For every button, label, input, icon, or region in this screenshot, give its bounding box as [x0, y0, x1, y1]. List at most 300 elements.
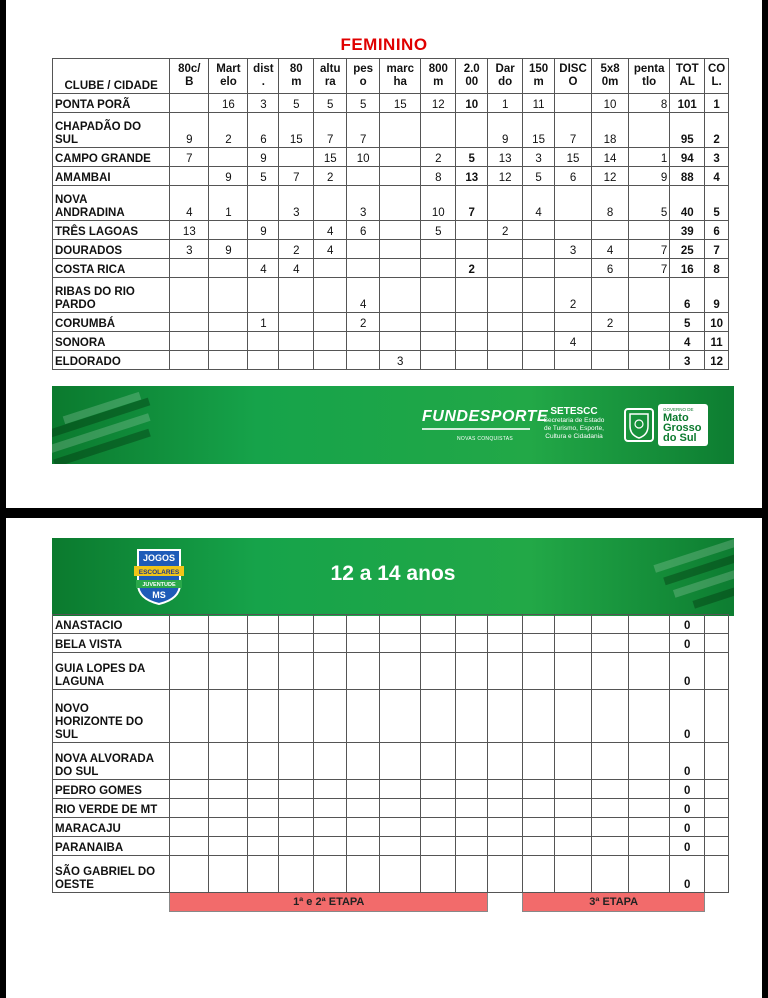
score-cell: 7: [347, 113, 380, 148]
score-cell: [421, 113, 456, 148]
score-cell: [279, 856, 314, 893]
results-page-12-14: [6, 518, 762, 998]
rank-cell: 11: [705, 332, 729, 351]
header-line: o: [359, 76, 367, 88]
score-cell: 2: [314, 167, 347, 186]
score-cell: [629, 113, 670, 148]
rank-cell: 8: [705, 259, 729, 278]
score-cell: [555, 259, 592, 278]
total-cell: 25: [670, 240, 705, 259]
score-cell: [380, 653, 421, 690]
club-name-cell: [53, 94, 170, 113]
score-cell: [488, 240, 523, 259]
event-header-cell: [347, 59, 380, 94]
score-cell: [592, 818, 629, 837]
score-cell: [209, 259, 248, 278]
score-cell: [314, 837, 347, 856]
state-crest-icon: [624, 408, 654, 442]
score-cell: [209, 856, 248, 893]
score-cell: [488, 653, 523, 690]
header-line: m: [433, 76, 444, 88]
results-table-12-14: [52, 614, 729, 912]
score-cell: [314, 818, 347, 837]
header-line: 2.0: [463, 63, 480, 75]
score-cell: [421, 259, 456, 278]
event-header-cell: [248, 59, 279, 94]
event-header-cell: [170, 59, 209, 94]
score-cell: [248, 818, 279, 837]
score-cell: [314, 690, 347, 743]
score-cell: [248, 799, 279, 818]
club-name-cell: [53, 167, 170, 186]
score-cell: 3: [248, 94, 279, 113]
score-cell: [488, 332, 523, 351]
score-cell: 3: [347, 186, 380, 221]
score-cell: [629, 743, 670, 780]
total-cell: 0: [670, 615, 705, 634]
score-cell: [380, 690, 421, 743]
score-cell: [347, 818, 380, 837]
score-cell: 4: [314, 221, 347, 240]
rank-cell: 5: [705, 186, 729, 221]
score-cell: 4: [248, 259, 279, 278]
score-cell: [523, 653, 555, 690]
score-cell: 4: [592, 240, 629, 259]
score-cell: [555, 837, 592, 856]
score-cell: [314, 799, 347, 818]
score-cell: 10: [592, 94, 629, 113]
score-cell: [488, 615, 523, 634]
total-cell: 5: [670, 313, 705, 332]
score-cell: [314, 856, 347, 893]
rank-cell: [705, 743, 729, 780]
club-name-cell: [53, 221, 170, 240]
score-cell: [555, 94, 592, 113]
score-cell: 9: [209, 167, 248, 186]
event-header-cell: [314, 59, 347, 94]
score-cell: [421, 837, 456, 856]
total-cell: 94: [670, 148, 705, 167]
score-cell: [555, 634, 592, 653]
score-cell: [629, 332, 670, 351]
score-cell: 1: [209, 186, 248, 221]
score-cell: [380, 148, 421, 167]
score-cell: [488, 780, 523, 799]
total-cell: 16: [670, 259, 705, 278]
header-line: CLUBE / CIDADE: [64, 80, 158, 92]
score-cell: [209, 780, 248, 799]
header-line: O: [568, 76, 578, 88]
score-cell: [488, 313, 523, 332]
score-cell: [279, 837, 314, 856]
score-cell: [629, 615, 670, 634]
club-name-cell: [53, 186, 170, 221]
rank-cell: 9: [705, 278, 729, 313]
header-line: 80: [289, 63, 303, 75]
score-cell: 5: [523, 167, 555, 186]
page-title: FEMININO: [340, 35, 428, 54]
club-name-line: RIBAS DO RIO: [55, 286, 135, 298]
score-cell: 8: [592, 186, 629, 221]
club-name-cell: [53, 856, 170, 893]
score-cell: [456, 818, 488, 837]
score-cell: [170, 818, 209, 837]
score-cell: [279, 615, 314, 634]
score-cell: [380, 186, 421, 221]
score-cell: [279, 818, 314, 837]
score-cell: 15: [523, 113, 555, 148]
score-cell: [279, 278, 314, 313]
rank-cell: 10: [705, 313, 729, 332]
score-cell: [347, 799, 380, 818]
header-line: pes: [353, 63, 374, 75]
score-cell: [248, 332, 279, 351]
header-line: .: [261, 76, 265, 88]
club-name-line: OESTE: [55, 879, 94, 891]
score-cell: [456, 351, 488, 370]
header-line: 0m: [601, 76, 619, 88]
table-row: [53, 615, 729, 634]
score-cell: [347, 259, 380, 278]
club-name-line: ANDRADINA: [55, 207, 125, 219]
score-cell: [170, 313, 209, 332]
score-cell: [209, 221, 248, 240]
score-cell: 15: [555, 148, 592, 167]
score-cell: [629, 856, 670, 893]
score-cell: [555, 856, 592, 893]
score-cell: [380, 856, 421, 893]
club-name-line: LAGUNA: [55, 676, 105, 688]
score-cell: [456, 799, 488, 818]
score-cell: [629, 690, 670, 743]
club-name-line: DOURADOS: [55, 245, 123, 257]
score-cell: 5: [421, 221, 456, 240]
score-cell: [488, 690, 523, 743]
header-line: marc: [386, 63, 414, 75]
event-header-cell: [592, 59, 629, 94]
event-header-cell: [421, 59, 456, 94]
table-row: [53, 818, 729, 837]
rank-cell: [705, 615, 729, 634]
score-cell: [488, 351, 523, 370]
club-name-line: DO SUL: [55, 766, 99, 778]
score-cell: [380, 818, 421, 837]
header-line: dist: [253, 63, 274, 75]
score-cell: 2: [421, 148, 456, 167]
score-cell: [456, 743, 488, 780]
score-cell: [421, 799, 456, 818]
header-line: 00: [465, 76, 479, 88]
score-cell: 5: [456, 148, 488, 167]
score-cell: 16: [209, 94, 248, 113]
score-cell: [421, 332, 456, 351]
score-cell: [170, 167, 209, 186]
etapa-label-3: 3ª ETAPA: [523, 893, 705, 912]
club-name-cell: [53, 113, 170, 148]
rank-cell: [705, 780, 729, 799]
score-cell: [421, 780, 456, 799]
rank-cell: [705, 837, 729, 856]
score-cell: [629, 313, 670, 332]
club-name-cell: [53, 799, 170, 818]
club-name-line: NOVO: [55, 703, 89, 715]
score-cell: [248, 780, 279, 799]
score-cell: [314, 313, 347, 332]
rank-cell: 2: [705, 113, 729, 148]
score-cell: [209, 634, 248, 653]
fundesporte-logo: FUNDESPORTE: [422, 408, 549, 425]
score-cell: [279, 313, 314, 332]
score-cell: [279, 634, 314, 653]
rank-cell: [705, 818, 729, 837]
club-name-cell: [53, 837, 170, 856]
svg-text:ESCOLARES: ESCOLARES: [138, 569, 180, 576]
score-cell: [347, 856, 380, 893]
club-name-line: SUL: [55, 134, 78, 146]
score-cell: [629, 221, 670, 240]
header-line: Mart: [216, 63, 241, 75]
header-line: 5x8: [600, 63, 620, 75]
score-cell: 9: [488, 113, 523, 148]
table-row: [53, 634, 729, 653]
score-cell: [555, 799, 592, 818]
table-row: [53, 351, 729, 370]
score-cell: [555, 615, 592, 634]
event-header-cell: [629, 59, 670, 94]
score-cell: [380, 780, 421, 799]
score-cell: [629, 837, 670, 856]
score-cell: [279, 780, 314, 799]
score-cell: [209, 148, 248, 167]
total-cell: 0: [670, 837, 705, 856]
score-cell: 10: [456, 94, 488, 113]
score-cell: 4: [314, 240, 347, 259]
score-cell: [314, 351, 347, 370]
score-cell: [380, 278, 421, 313]
header-line: penta: [633, 63, 665, 75]
score-cell: [421, 743, 456, 780]
total-cell: 6: [670, 278, 705, 313]
score-cell: [592, 221, 629, 240]
score-cell: [488, 837, 523, 856]
score-cell: [170, 837, 209, 856]
score-cell: 1: [248, 313, 279, 332]
score-cell: 15: [380, 94, 421, 113]
table-row: [53, 837, 729, 856]
score-cell: [279, 690, 314, 743]
score-cell: 2: [209, 113, 248, 148]
score-cell: [314, 615, 347, 634]
rank-cell: 3: [705, 148, 729, 167]
score-cell: [592, 743, 629, 780]
score-cell: [592, 278, 629, 313]
score-cell: 18: [592, 113, 629, 148]
score-cell: [592, 351, 629, 370]
header-line: TOT: [675, 63, 699, 75]
score-cell: [170, 351, 209, 370]
header-line: ra: [324, 76, 336, 88]
total-cell: 0: [670, 818, 705, 837]
score-cell: 4: [555, 332, 592, 351]
table-row: [53, 743, 729, 780]
score-cell: 2: [279, 240, 314, 259]
score-cell: [421, 818, 456, 837]
club-name-line: GUIA LOPES DA: [55, 663, 146, 675]
header-line: Dar: [495, 63, 515, 75]
score-cell: [523, 332, 555, 351]
club-name-line: SÃO GABRIEL DO: [55, 866, 156, 878]
club-name-line: RIO VERDE DE MT: [55, 804, 158, 816]
total-cell: 88: [670, 167, 705, 186]
age-group-banner: [52, 538, 734, 616]
score-cell: [314, 780, 347, 799]
score-cell: [555, 221, 592, 240]
score-cell: 3: [555, 240, 592, 259]
score-cell: [170, 278, 209, 313]
header-line: do: [498, 76, 513, 88]
club-name-line: SUL: [55, 729, 78, 741]
score-cell: [170, 259, 209, 278]
score-cell: [523, 351, 555, 370]
header-line: DISC: [559, 63, 587, 75]
score-cell: [456, 113, 488, 148]
event-header-cell: [523, 59, 555, 94]
score-cell: [555, 743, 592, 780]
score-cell: [523, 780, 555, 799]
event-header-cell: [705, 59, 729, 94]
total-cell: 3: [670, 351, 705, 370]
score-cell: [421, 240, 456, 259]
score-cell: [380, 259, 421, 278]
score-cell: [380, 113, 421, 148]
score-cell: [347, 780, 380, 799]
score-cell: 6: [347, 221, 380, 240]
score-cell: [523, 615, 555, 634]
header-line: L.: [711, 76, 722, 88]
score-cell: [523, 818, 555, 837]
total-cell: 95: [670, 113, 705, 148]
score-cell: [170, 799, 209, 818]
score-cell: 10: [347, 148, 380, 167]
score-cell: [347, 743, 380, 780]
score-cell: [209, 278, 248, 313]
score-cell: [523, 799, 555, 818]
rank-cell: 1: [705, 94, 729, 113]
score-cell: [314, 743, 347, 780]
score-cell: 11: [523, 94, 555, 113]
score-cell: [380, 743, 421, 780]
score-cell: [380, 799, 421, 818]
score-cell: [488, 818, 523, 837]
score-cell: [314, 259, 347, 278]
score-cell: 1: [488, 94, 523, 113]
score-cell: 4: [170, 186, 209, 221]
score-cell: 2: [555, 278, 592, 313]
results-table: [52, 58, 729, 370]
score-cell: [629, 634, 670, 653]
club-name-line: AMAMBAI: [55, 172, 111, 184]
score-cell: [380, 634, 421, 653]
header-line: altu: [320, 63, 341, 75]
score-cell: [170, 332, 209, 351]
club-name-cell: [53, 313, 170, 332]
table-row: [53, 259, 729, 278]
age-group-title: 12 a 14 anos: [330, 562, 456, 585]
score-cell: [248, 837, 279, 856]
score-cell: [279, 332, 314, 351]
club-name-line: ANASTACIO: [55, 620, 123, 632]
club-name-line: CORUMBÁ: [55, 318, 116, 330]
score-cell: [248, 351, 279, 370]
event-header-cell: [670, 59, 705, 94]
score-cell: [248, 186, 279, 221]
score-cell: 6: [592, 259, 629, 278]
club-name-line: NOVA: [55, 194, 88, 206]
score-cell: [209, 743, 248, 780]
club-name-line: PARANAIBA: [55, 842, 124, 854]
rank-cell: 12: [705, 351, 729, 370]
score-cell: [347, 351, 380, 370]
score-cell: [314, 332, 347, 351]
club-name-cell: [53, 278, 170, 313]
score-cell: [279, 653, 314, 690]
score-cell: [488, 278, 523, 313]
club-name-line: ELDORADO: [55, 356, 121, 368]
score-cell: 2: [347, 313, 380, 332]
score-cell: [456, 313, 488, 332]
score-cell: [421, 653, 456, 690]
table-row: [53, 799, 729, 818]
score-cell: [170, 653, 209, 690]
score-cell: [347, 653, 380, 690]
svg-text:MS: MS: [152, 590, 166, 600]
score-cell: [421, 313, 456, 332]
score-cell: 7: [170, 148, 209, 167]
total-cell: 0: [670, 780, 705, 799]
score-cell: [209, 837, 248, 856]
score-cell: [380, 837, 421, 856]
score-cell: [209, 615, 248, 634]
score-cell: 5: [314, 94, 347, 113]
score-cell: 12: [421, 94, 456, 113]
score-cell: [248, 278, 279, 313]
score-cell: [488, 259, 523, 278]
score-cell: 3: [380, 351, 421, 370]
score-cell: [380, 167, 421, 186]
header-line: 150: [528, 63, 549, 75]
fundesporte-subtitle: NOVAS CONQUISTAS: [457, 436, 514, 442]
table-row: [53, 221, 729, 240]
score-cell: 3: [170, 240, 209, 259]
header-line: 800: [428, 63, 448, 75]
score-cell: [170, 94, 209, 113]
score-cell: 2: [456, 259, 488, 278]
score-cell: [592, 332, 629, 351]
rank-cell: [705, 653, 729, 690]
score-cell: [555, 351, 592, 370]
club-name-cell: [53, 332, 170, 351]
etapa-spacer: [53, 893, 170, 912]
club-name-line: HORIZONTE DO: [55, 716, 144, 728]
total-cell: 0: [670, 799, 705, 818]
score-cell: 9: [170, 113, 209, 148]
score-cell: [456, 856, 488, 893]
score-cell: [592, 780, 629, 799]
score-cell: [555, 690, 592, 743]
score-cell: [209, 332, 248, 351]
table-row: [53, 94, 729, 113]
total-cell: 39: [670, 221, 705, 240]
